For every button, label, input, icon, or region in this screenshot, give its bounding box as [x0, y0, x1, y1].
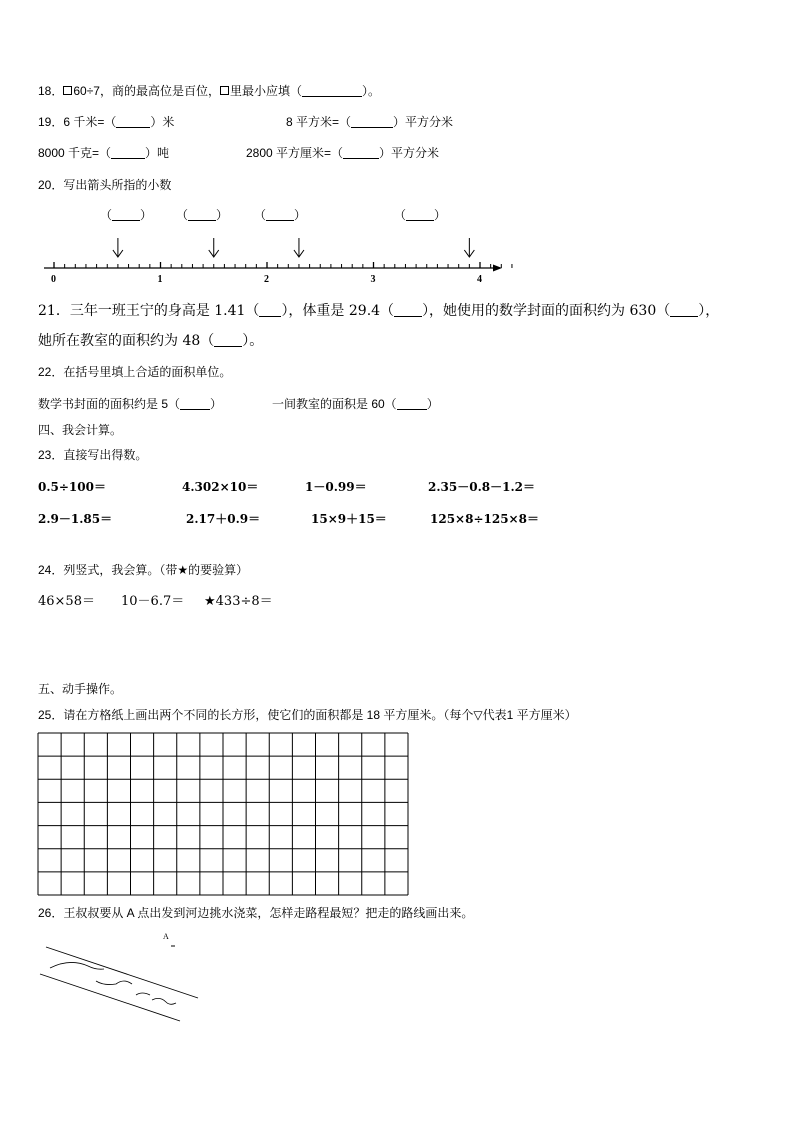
question-23-title: 23．直接写出得数。: [38, 448, 148, 462]
question-number: 19．: [38, 115, 64, 129]
q23-item: 2.17＋0.9＝: [186, 512, 261, 526]
q23-item: 1－0.99＝: [305, 480, 367, 494]
tick-label: 2: [264, 274, 269, 285]
question-26-title: 26．王叔叔要从 A 点出发到河边挑水浇菜，怎样走路程最短？把走的路线画出来。: [38, 906, 474, 920]
tick-label: 0: [51, 274, 56, 285]
question-19-row-1: [38, 114, 174, 130]
water-wave: [136, 993, 150, 995]
q24-item: 10－6.7＝: [121, 594, 185, 609]
riverbank-upper: [46, 947, 198, 998]
q19c-unit: ）吨: [145, 146, 170, 160]
answer-paren-2[interactable]: （ ）: [176, 208, 229, 222]
q23-item: 125×8÷125×8＝: [430, 512, 539, 526]
riverbank-lower: [40, 974, 180, 1021]
q24-item: ★433÷8＝: [204, 594, 273, 609]
box-symbol: [63, 86, 72, 95]
answer-blank[interactable]: [214, 334, 242, 347]
q19d-text: 2800 平方厘米=（: [246, 146, 344, 160]
q19a-unit: ）米: [150, 115, 175, 129]
q23-item: 0.5÷100＝: [38, 480, 106, 494]
question-20-title: 20．写出箭头所指的小数: [38, 178, 172, 192]
q24-item: 46×58＝: [38, 594, 95, 609]
question-22-title: 22．在括号里填上合适的面积单位。: [38, 365, 232, 379]
q23-item: 2.9－1.85＝: [38, 512, 113, 526]
answer-blank[interactable]: [259, 304, 281, 317]
answer-paren-4[interactable]: （ ）: [394, 208, 447, 222]
q23-item: 2.35－0.8－1.2＝: [428, 480, 535, 494]
question-19d: [246, 145, 439, 161]
q19d-unit: ）平方分米: [379, 146, 440, 160]
tick-label: 1: [157, 274, 163, 285]
tick-label: 3: [370, 274, 376, 285]
question-25-title: 25．请在方格纸上画出两个不同的长方形，使它们的面积都是 18 平方厘米。（每个▽代表1 平方厘米）: [38, 708, 577, 722]
q18-text-3: ）。: [361, 84, 380, 98]
number-line-arrowhead: [493, 265, 502, 272]
down-arrow-head: [464, 250, 474, 257]
q18-text-1: 60÷7，商的最高位是百位，: [73, 84, 220, 98]
section-4-heading: 四、我会计算。: [38, 423, 123, 437]
question-number: 18．: [38, 84, 64, 98]
q18-text-2: 里最小应填（: [229, 84, 302, 98]
q19b-unit: ）平方分米: [393, 115, 454, 129]
answer-paren-1[interactable]: （ ）: [100, 208, 153, 222]
question-21-line-2: 她所在教室的面积约为 48（ ）。: [38, 333, 264, 349]
water-wave: [50, 962, 104, 969]
point-a-label: A: [163, 932, 169, 941]
answer-blank[interactable]: [394, 304, 422, 317]
answer-blank[interactable]: [351, 115, 393, 128]
question-22b: 一间教室的面积是 60（ ）: [272, 397, 439, 411]
box-symbol: [220, 86, 229, 95]
question-21-line-1: 21．三年一班王宁的身高是 1.41（ ），体重是 29.4（ ），她使用的数学封面的面积约为 630（ ），: [38, 303, 720, 319]
down-arrow-head: [294, 250, 304, 257]
answer-paren-3[interactable]: （ ）: [254, 208, 307, 222]
down-arrow-head: [113, 250, 123, 257]
question-24-title: 24．列竖式，我会算。（带★的要验算）: [38, 563, 249, 577]
question-22a: 数学书封面的面积约是 5（ ）: [38, 397, 223, 411]
answer-blank[interactable]: [111, 146, 145, 159]
water-wave: [152, 998, 176, 1004]
answer-blank[interactable]: [397, 397, 427, 410]
q19b-text: 8 平方米=（: [286, 115, 352, 129]
question-19b: [286, 114, 453, 130]
q23-item: 4.302×10＝: [182, 480, 259, 494]
q23-item: 15×9＋15＝: [311, 512, 387, 526]
answer-blank[interactable]: [343, 146, 379, 159]
down-arrow-head: [209, 250, 219, 257]
q19a-text: 6 千米=（: [63, 115, 117, 129]
question-19c: [38, 145, 169, 161]
q19c-text: 8000 千克=（: [38, 146, 112, 160]
question-18: [38, 83, 380, 99]
answer-blank[interactable]: [302, 84, 362, 97]
answer-blank[interactable]: [670, 304, 698, 317]
water-wave: [96, 981, 132, 985]
section-5-heading: 五、动手操作。: [38, 682, 123, 696]
answer-blank[interactable]: [116, 115, 150, 128]
answer-blank[interactable]: [180, 397, 210, 410]
tick-label: 4: [477, 274, 482, 285]
